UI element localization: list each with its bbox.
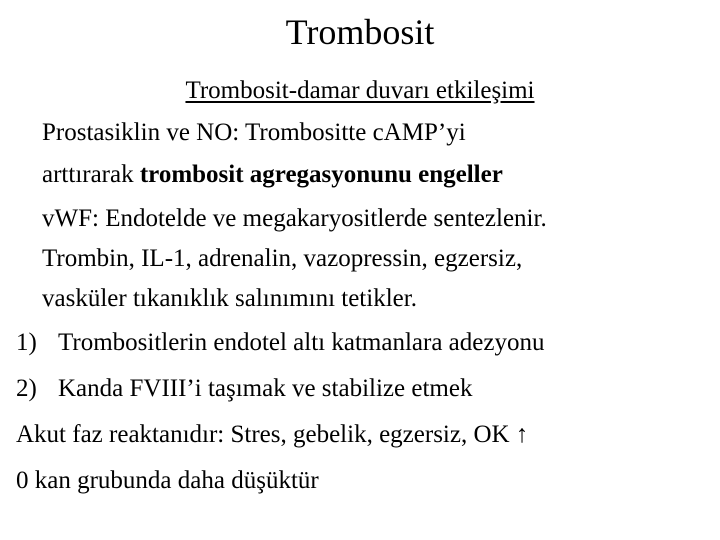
slide-subtitle: Trombosit-damar duvarı etkileşimi <box>185 77 535 104</box>
list-item <box>16 328 544 358</box>
list-item-number: 1) <box>16 329 37 356</box>
blood-group-line: 0 kan grubunda daha düşüktür <box>16 467 319 494</box>
paragraph-2-line-1: vWF: Endotelde ve megakaryositlerde sentezlenir. <box>42 205 547 232</box>
acute-phase-line: Akut faz reaktanıdır: Stres, gebelik, egzersiz, OK ↑ <box>16 421 529 448</box>
slide-title: Trombosit <box>285 12 435 52</box>
paragraph-1-line-2-bold: trombosit agregasyonunu engeller <box>139 161 503 188</box>
paragraph-1-line-2-prefix: arttırarak <box>42 161 140 188</box>
list-item-text: Trombositlerin endotel altı katmanlara adezyonu <box>58 329 545 356</box>
paragraph-2-line-3: vasküler tıkanıklık salınımını tetikler. <box>42 285 417 312</box>
paragraph-1-line-2 <box>42 160 503 190</box>
list-item-text: Kanda FVIII’i taşımak ve stabilize etmek <box>58 375 473 402</box>
paragraph-2-line-2: Trombin, IL-1, adrenalin, vazopressin, egzersiz, <box>42 245 523 272</box>
list-item <box>16 374 472 404</box>
paragraph-1-line-1: Prostasiklin ve NO: Trombositte cAMP’yi <box>42 119 466 146</box>
list-item-number: 2) <box>16 375 37 402</box>
